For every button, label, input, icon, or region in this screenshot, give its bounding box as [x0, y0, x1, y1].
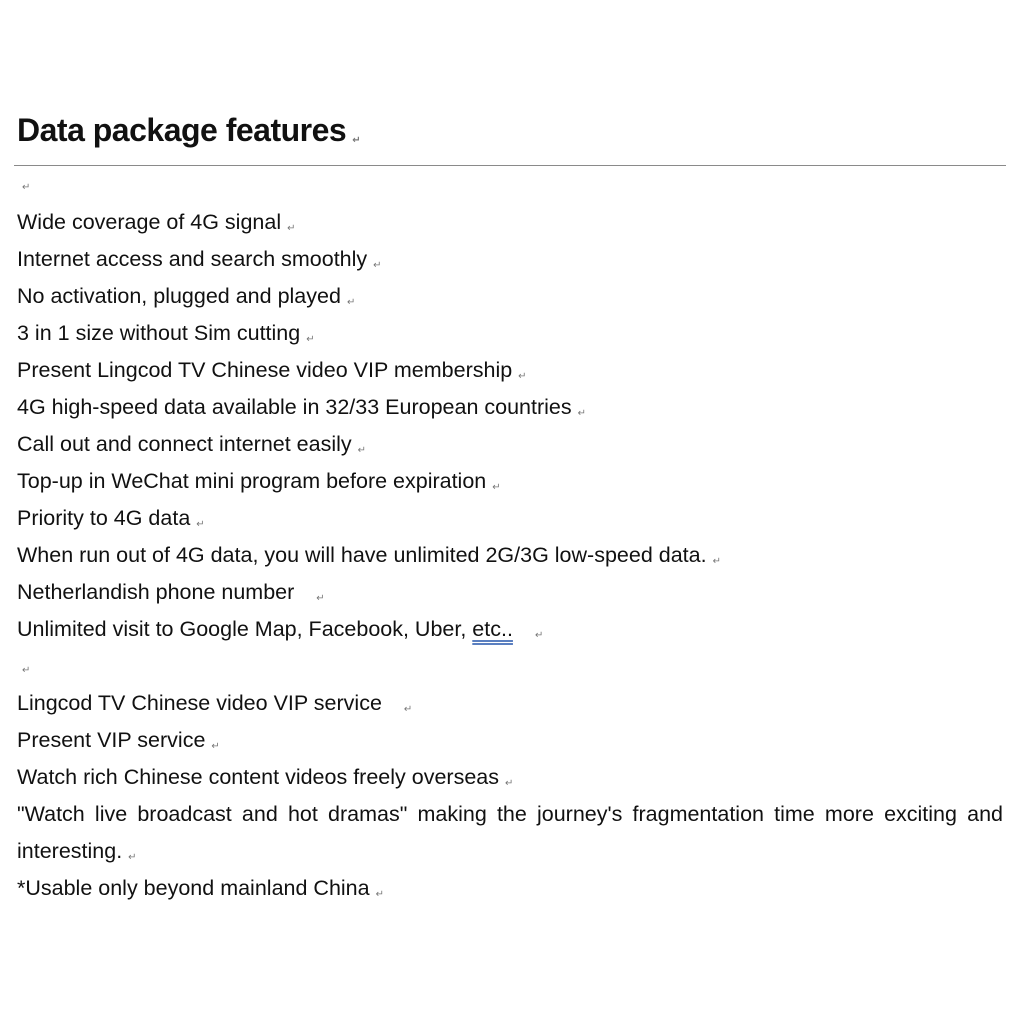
vip-line: Watch rich Chinese content videos freely overseas ↵ — [17, 762, 513, 799]
feature-line: Present Lingcod TV Chinese video VIP membership ↵ — [17, 355, 527, 392]
feature-line: Call out and connect internet easily ↵ — [17, 429, 366, 466]
vip-line: Present VIP service ↵ — [17, 725, 220, 762]
paragraph-mark-icon: ↵ — [346, 297, 356, 308]
paragraph-mark-icon: ↵ — [316, 593, 325, 604]
paragraph-mark-icon: ↵ — [287, 223, 296, 234]
paragraph-mark-icon: ↵ — [196, 519, 205, 530]
spellcheck-underlined-text: etc.. — [472, 617, 513, 641]
paragraph-mark-icon: ↵ — [352, 135, 361, 146]
paragraph-mark-icon: ↵ — [373, 260, 382, 271]
feature-line: When run out of 4G data, you will have unlimited 2G/3G low-speed data. ↵ — [17, 540, 721, 577]
paragraph-mark-icon: ↵ — [518, 371, 527, 382]
title-text: Data package features — [17, 112, 347, 148]
feature-line: Priority to 4G data ↵ — [17, 503, 205, 540]
page-title — [17, 108, 360, 163]
paragraph-mark-icon: ↵ — [22, 182, 31, 193]
paragraph-mark-icon: ↵ — [306, 334, 315, 345]
paragraph-mark-icon: ↵ — [403, 704, 413, 715]
paragraph-mark-icon: ↵ — [375, 889, 384, 900]
feature-line: Netherlandish phone number ↵ — [17, 577, 325, 614]
feature-line: Unlimited visit to Google Map, Facebook, Uber, etc.. ↵ — [17, 614, 543, 651]
feature-line: 3 in 1 size without Sim cutting ↵ — [17, 318, 315, 355]
paragraph-mark-icon: ↵ — [211, 741, 220, 752]
paragraph-mark-icon: ↵ — [534, 630, 544, 641]
paragraph-mark-icon: ↵ — [577, 408, 587, 419]
paragraph-mark-icon: ↵ — [712, 556, 721, 567]
paragraph-mark-icon: ↵ — [22, 665, 31, 676]
vip-section-heading: Lingcod TV Chinese video VIP service ↵ — [17, 688, 412, 725]
feature-line: No activation, plugged and played ↵ — [17, 281, 355, 318]
paragraph-mark-icon: ↵ — [505, 778, 514, 789]
vip-footnote: *Usable only beyond mainland China ↵ — [17, 873, 384, 910]
paragraph-mark-icon: ↵ — [492, 482, 501, 493]
paragraph-mark-icon: ↵ — [128, 852, 137, 863]
feature-line: Wide coverage of 4G signal ↵ — [17, 207, 296, 244]
title-divider — [14, 165, 1006, 166]
feature-line: 4G high-speed data available in 32/33 European countries ↵ — [17, 392, 586, 429]
feature-line: Internet access and search smoothly ↵ — [17, 244, 382, 281]
paragraph-mark-icon: ↵ — [357, 445, 367, 456]
feature-line: Top-up in WeChat mini program before expiration ↵ — [17, 466, 501, 503]
vip-wrapped-paragraph: "Watch live broadcast and hot dramas" making the journey's fragmentation time more exciting and interesting. ↵ — [17, 796, 1003, 876]
